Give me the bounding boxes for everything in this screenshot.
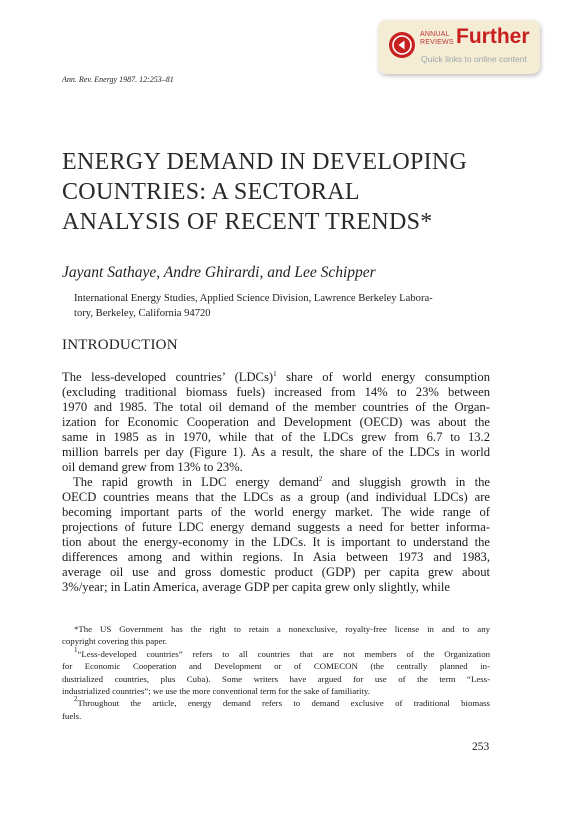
page-number: 253: [472, 741, 490, 753]
title-line: COUNTRIES: A SECTORAL: [62, 179, 360, 205]
affiliation-line: International Energy Studies, Applied Science Division, Lawrence Berkeley Labora-: [74, 293, 433, 304]
footnotes: [62, 623, 490, 722]
text-line: for Economic Cooperation and Development or of COMECON (the centrally planned in-: [62, 661, 490, 672]
text-line: average oil use and gross domestic product (GDP) per capita grew about: [62, 565, 490, 579]
text-line: oil demand grew from 13% to 23%.: [62, 460, 243, 474]
text-line: copyright covering this paper.: [62, 636, 168, 647]
title-line: ENERGY DEMAND IN DEVELOPING: [62, 149, 468, 175]
title-line: ANALYSIS OF RECENT TRENDS*: [62, 209, 433, 235]
further-label: Further: [456, 25, 530, 48]
text-line: $^2$Throughout the article, energy demand refers to demand exclusive of traditional biomass: [74, 695, 490, 709]
article-title: [62, 147, 502, 237]
text-line: dustrialized countries, plus Cuba). Some writers have argued for use of the term “Less-: [62, 673, 490, 684]
further-tagline[interactable]: Quick links to online content: [421, 54, 527, 64]
text-line: tion about the energy-economy in the LDCs. It is important to understand the: [62, 535, 490, 549]
footnote-marker: 1: [273, 370, 277, 378]
text-line: The less-developed countries’ (LDCs)$^1$ share of world energy consumption: [62, 370, 490, 384]
text-line: (excluding traditional biomass fuels) increased from 14% to 23% between: [62, 385, 490, 399]
paragraph-2: [62, 475, 490, 595]
annual-reviews-further-badge[interactable]: [378, 20, 540, 74]
play-arrow-icon: [389, 32, 415, 58]
text-line: million barrels per day (Figure 1). As a result, the share of the LDCs in world: [62, 445, 490, 459]
text-line: differences among and within regions. In Asia between 1973 and 1983,: [62, 550, 490, 564]
annual-reviews-brand: ANNUAL REVIEWS: [420, 31, 454, 46]
text-line: projections of future LDC energy demand suggests a need for better informa-: [62, 520, 490, 534]
journal-reference: Ann. Rev. Energy 1987. 12:253–81: [62, 75, 174, 84]
paragraph-1: [62, 370, 490, 475]
text-line: OECD countries means that the LDCs as a group (and individual LDCs) are: [62, 490, 490, 504]
text-line: $^1$“Less-developed countries” refers to all countries that are not members of the Organization: [74, 645, 490, 659]
text-line: *The US Government has the right to retain a nonexclusive, royalty-free license in and to any: [74, 624, 490, 634]
text-line: same in 1985 as in 1970, while that of the LDCs grew from 6.7 to 13.2: [62, 430, 490, 444]
footnote-marker: 2: [74, 695, 78, 704]
text-line: fuels.: [62, 710, 82, 721]
text-line: 3%/year; in Latin America, average GDP per capita grew only slightly, while: [62, 580, 450, 594]
authors: Jayant Sathaye, Andre Ghirardi, and Lee Schipper: [62, 264, 376, 281]
text-line: industrialized countries”; we use the more conventional term for the sake of familiarity.: [62, 685, 370, 696]
footnote-marker: 1: [74, 645, 78, 654]
footnote-marker: 2: [318, 475, 323, 483]
text-line: 1970 and 1985. The total oil demand of the member countries of the Organ-: [62, 400, 490, 414]
text-line: becoming important parts of the world energy market. The wide range of: [62, 505, 490, 519]
affiliation-line: tory, Berkeley, California 94720: [74, 308, 211, 319]
affiliation: [74, 291, 494, 321]
section-heading: INTRODUCTION: [62, 337, 178, 353]
text-line: The rapid growth in LDC energy demand$^2$ and sluggish growth in the: [73, 475, 490, 489]
text-line: ization for Economic Cooperation and Development (OECD) was about the: [62, 415, 490, 429]
